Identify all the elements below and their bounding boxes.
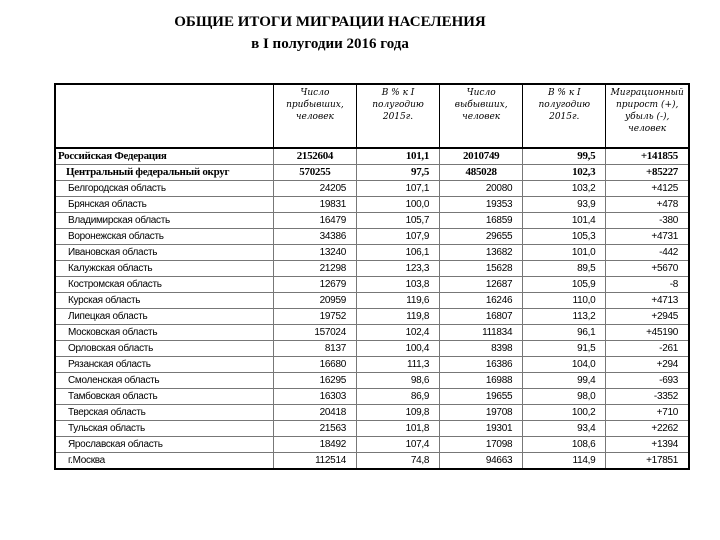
arrived-pct: 123,3 [356,261,439,277]
net-migration: +141855 [606,148,689,165]
table-row [55,165,689,181]
region-name: Калужская область [55,261,273,277]
region-name: Владимирская область [55,213,273,229]
net-migration: -442 [606,245,689,261]
migration-table [54,83,690,470]
arrived-pct: 119,6 [356,293,439,309]
net-migration: +5670 [606,261,689,277]
departed-count: 15628 [440,261,523,277]
region-name: Воронежская область [55,229,273,245]
departed-count: 16859 [440,213,523,229]
region-name: Рязанская область [55,357,273,373]
table-row [55,437,689,453]
region-name: Тульская область [55,421,273,437]
departed-count: 8398 [440,341,523,357]
arrived-pct: 107,1 [356,181,439,197]
table-row [55,245,689,261]
net-migration: -3352 [606,389,689,405]
departed-count: 12687 [440,277,523,293]
arrived-count: 19752 [273,309,356,325]
table-row [55,389,689,405]
arrived-pct: 107,4 [356,437,439,453]
table-header-row [55,84,689,148]
net-migration: +478 [606,197,689,213]
arrived-count: 16479 [273,213,356,229]
departed-count: 16807 [440,309,523,325]
departed-pct: 114,9 [523,453,606,470]
document-title: ОБЩИЕ ИТОГИ МИГРАЦИИ НАСЕЛЕНИЯ [174,14,486,30]
arrived-count: 21298 [273,261,356,277]
arrived-count: 18492 [273,437,356,453]
departed-pct: 91,5 [523,341,606,357]
table-row [55,277,689,293]
region-name: Липецкая область [55,309,273,325]
departed-pct: 100,2 [523,405,606,421]
departed-count: 29655 [440,229,523,245]
net-migration: +2945 [606,309,689,325]
departed-pct: 101,0 [523,245,606,261]
departed-count: 19301 [440,421,523,437]
region-name: Белгородская область [55,181,273,197]
departed-pct: 102,3 [523,165,606,181]
departed-count: 20080 [440,181,523,197]
departed-header: Число выбывших, человек [440,84,523,148]
region-name: Российская Федерация [55,148,273,165]
departed-pct: 105,3 [523,229,606,245]
arrived-count: 12679 [273,277,356,293]
arrived-count: 8137 [273,341,356,357]
net-migration: +4713 [606,293,689,309]
departed-pct: 93,4 [523,421,606,437]
arrived-pct: 97,5 [356,165,439,181]
departed-count: 16386 [440,357,523,373]
departed-count: 2010749 [440,148,523,165]
departed-count: 19708 [440,405,523,421]
table-row [55,229,689,245]
net-migration: +4125 [606,181,689,197]
net-migration: -693 [606,373,689,389]
table-row [55,261,689,277]
departed-pct: 108,6 [523,437,606,453]
departed-count: 16988 [440,373,523,389]
departed-pct: 98,0 [523,389,606,405]
table-row [55,341,689,357]
arrived-pct: 106,1 [356,245,439,261]
arrived-count: 21563 [273,421,356,437]
table-row [55,453,689,470]
net-migration: +4731 [606,229,689,245]
arrived-count: 16295 [273,373,356,389]
departed-count: 19353 [440,197,523,213]
arrived-pct: 119,8 [356,309,439,325]
net-migration: +17851 [606,453,689,470]
departed-pct: 101,4 [523,213,606,229]
table-row [55,148,689,165]
departed-pct: 99,4 [523,373,606,389]
net-migration: +85227 [606,165,689,181]
arrived-count: 24205 [273,181,356,197]
departed-count: 94663 [440,453,523,470]
departed-count: 111834 [440,325,523,341]
net-migration: -380 [606,213,689,229]
departed-pct: 96,1 [523,325,606,341]
arrived-pct: 74,8 [356,453,439,470]
arrived-pct: 107,9 [356,229,439,245]
net-migration: +294 [606,357,689,373]
departed-count: 13682 [440,245,523,261]
net-migration: +1394 [606,437,689,453]
arrived-pct: 103,8 [356,277,439,293]
arrived-count: 16303 [273,389,356,405]
arrived-pct: 101,8 [356,421,439,437]
departed-pct: 99,5 [523,148,606,165]
region-name: Курская область [55,293,273,309]
region-name: Тверская область [55,405,273,421]
arrived-pct: 109,8 [356,405,439,421]
arrived-pct: 105,7 [356,213,439,229]
table-row [55,421,689,437]
region-name: г.Москва [55,453,273,470]
arrived-pct: 100,0 [356,197,439,213]
region-name: Ярославская область [55,437,273,453]
departed-pct-header: В % к I полугодию 2015г. [523,84,606,148]
arrived-pct: 111,3 [356,357,439,373]
arrived-count: 16680 [273,357,356,373]
departed-count: 485028 [440,165,523,181]
arrived-pct: 101,1 [356,148,439,165]
arrived-count: 20959 [273,293,356,309]
net-migration: +2262 [606,421,689,437]
table-row [55,373,689,389]
table-row [55,197,689,213]
arrived-count: 570255 [273,165,356,181]
arrived-count: 2152604 [273,148,356,165]
departed-pct: 104,0 [523,357,606,373]
departed-count: 17098 [440,437,523,453]
arrived-pct: 98,6 [356,373,439,389]
departed-count: 19655 [440,389,523,405]
arrived-count: 34386 [273,229,356,245]
region-name: Ивановская область [55,245,273,261]
document-subtitle: в I полугодии 2016 года [251,36,409,52]
region-name: Центральный федеральный округ [55,165,273,181]
departed-count: 16246 [440,293,523,309]
region-name: Орловская область [55,341,273,357]
table-row [55,293,689,309]
table-row [55,357,689,373]
net-migration: -261 [606,341,689,357]
region-header [55,84,273,148]
region-name: Костромская область [55,277,273,293]
departed-pct: 113,2 [523,309,606,325]
arrived-count: 13240 [273,245,356,261]
net-migration: +45190 [606,325,689,341]
departed-pct: 89,5 [523,261,606,277]
net-migration: +710 [606,405,689,421]
net-migration: -8 [606,277,689,293]
table-row [55,325,689,341]
arrived-pct: 102,4 [356,325,439,341]
departed-pct: 105,9 [523,277,606,293]
arrived-count: 19831 [273,197,356,213]
region-name: Московская область [55,325,273,341]
departed-pct: 93,9 [523,197,606,213]
region-name: Тамбовская область [55,389,273,405]
net-migration-header: Миграционный прирост (+), убыль (-), человек [606,84,689,148]
arrived-count: 112514 [273,453,356,470]
departed-pct: 103,2 [523,181,606,197]
arrived-pct: 86,9 [356,389,439,405]
arrived-pct: 100,4 [356,341,439,357]
arrived-pct-header: В % к I полугодию 2015г. [356,84,439,148]
table-row [55,213,689,229]
table-row [55,181,689,197]
departed-pct: 110,0 [523,293,606,309]
region-name: Смоленская область [55,373,273,389]
region-name: Брянская область [55,197,273,213]
arrived-header: Число прибывших, человек [273,84,356,148]
arrived-count: 20418 [273,405,356,421]
table-row [55,405,689,421]
arrived-count: 157024 [273,325,356,341]
table-row [55,309,689,325]
